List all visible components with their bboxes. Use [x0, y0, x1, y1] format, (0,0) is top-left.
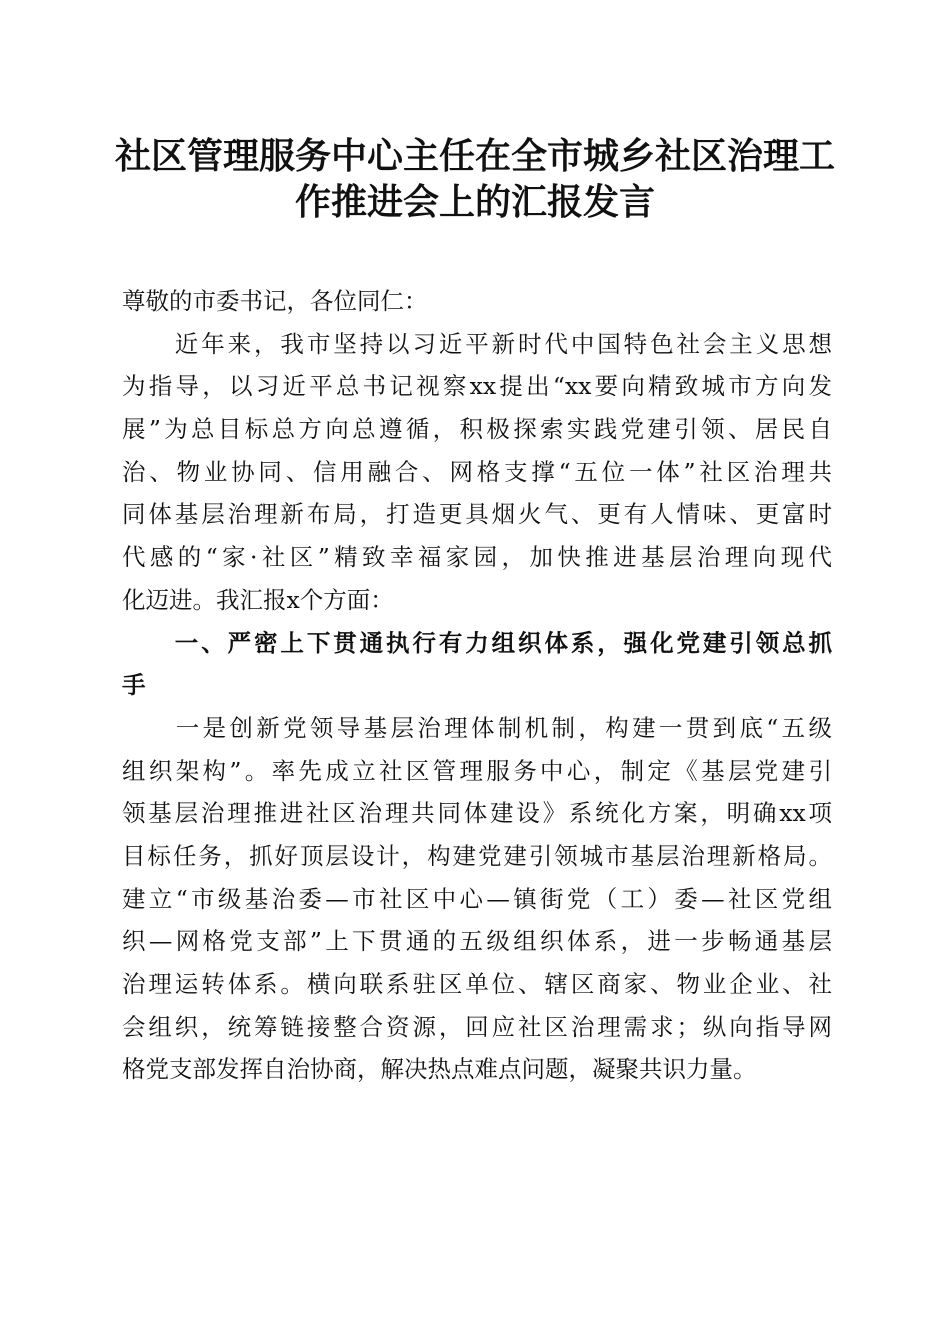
intro-line: 化迈进。我汇报x个方面： [122, 585, 394, 614]
section-line: 织—网格党支部”上下贯通的五级组织体系，进一步畅通基层 [122, 927, 832, 956]
intro-line: 为指导，以习近平总书记视察xx提出“xx要向精致城市方向发 [122, 372, 832, 401]
intro-line: 代感的“家·社区”精致幸福家园，加快推进基层治理向现代 [122, 543, 832, 572]
intro-paragraph [122, 323, 832, 622]
section-line: 建立“市级基治委—市社区中心—镇街党（工）委—社区党组 [122, 884, 832, 913]
intro-line: 同体基层治理新布局，打造更具烟火气、更有人情味、更富时 [122, 500, 832, 529]
section-1-heading [122, 622, 832, 707]
intro-line: 治、物业协同、信用融合、网格支撑“五位一体”社区治理共 [122, 457, 832, 486]
section-line: 一是创新党领导基层治理体制机制，构建一贯到底“五级 [122, 713, 832, 742]
title-line-2: 作推进会上的汇报发言 [294, 181, 655, 223]
section-1-paragraph [122, 707, 832, 1091]
section-line: 会组织，统筹链接整合资源，回应社区治理需求；纵向指导网 [122, 1012, 832, 1041]
section-line: 治理运转体系。横向联系驻区单位、辖区商家、物业企业、社 [122, 970, 832, 998]
section-heading-line: 一、严密上下贯通执行有力组织体系，强化党建引领总抓 [122, 628, 832, 657]
section-line: 领基层治理推进社区治理共同体建设》系统化方案，明确xx项 [122, 799, 832, 828]
section-line: 组织架构”。率先成立社区管理服务中心，制定《基层党建引 [122, 756, 832, 785]
intro-line: 近年来，我市坚持以习近平新时代中国特色社会主义思想 [122, 329, 832, 358]
section-heading-line: 手 [122, 671, 146, 700]
section-line: 格党支部发挥自治协商，解决热点难点问题，凝聚共识力量。 [122, 1055, 757, 1084]
title-line-1: 社区管理服务中心主任在全市城乡社区治理工 [114, 135, 835, 177]
document-title [100, 133, 850, 225]
document-body [122, 280, 832, 1091]
intro-line: 展”为总目标总方向总遵循，积极探索实践党建引领、居民自 [122, 415, 832, 444]
section-line: 目标任务，抓好顶层设计，构建党建引领城市基层治理新格局。 [122, 841, 832, 870]
salutation: 尊敬的市委书记，各位同仁： [122, 287, 428, 315]
